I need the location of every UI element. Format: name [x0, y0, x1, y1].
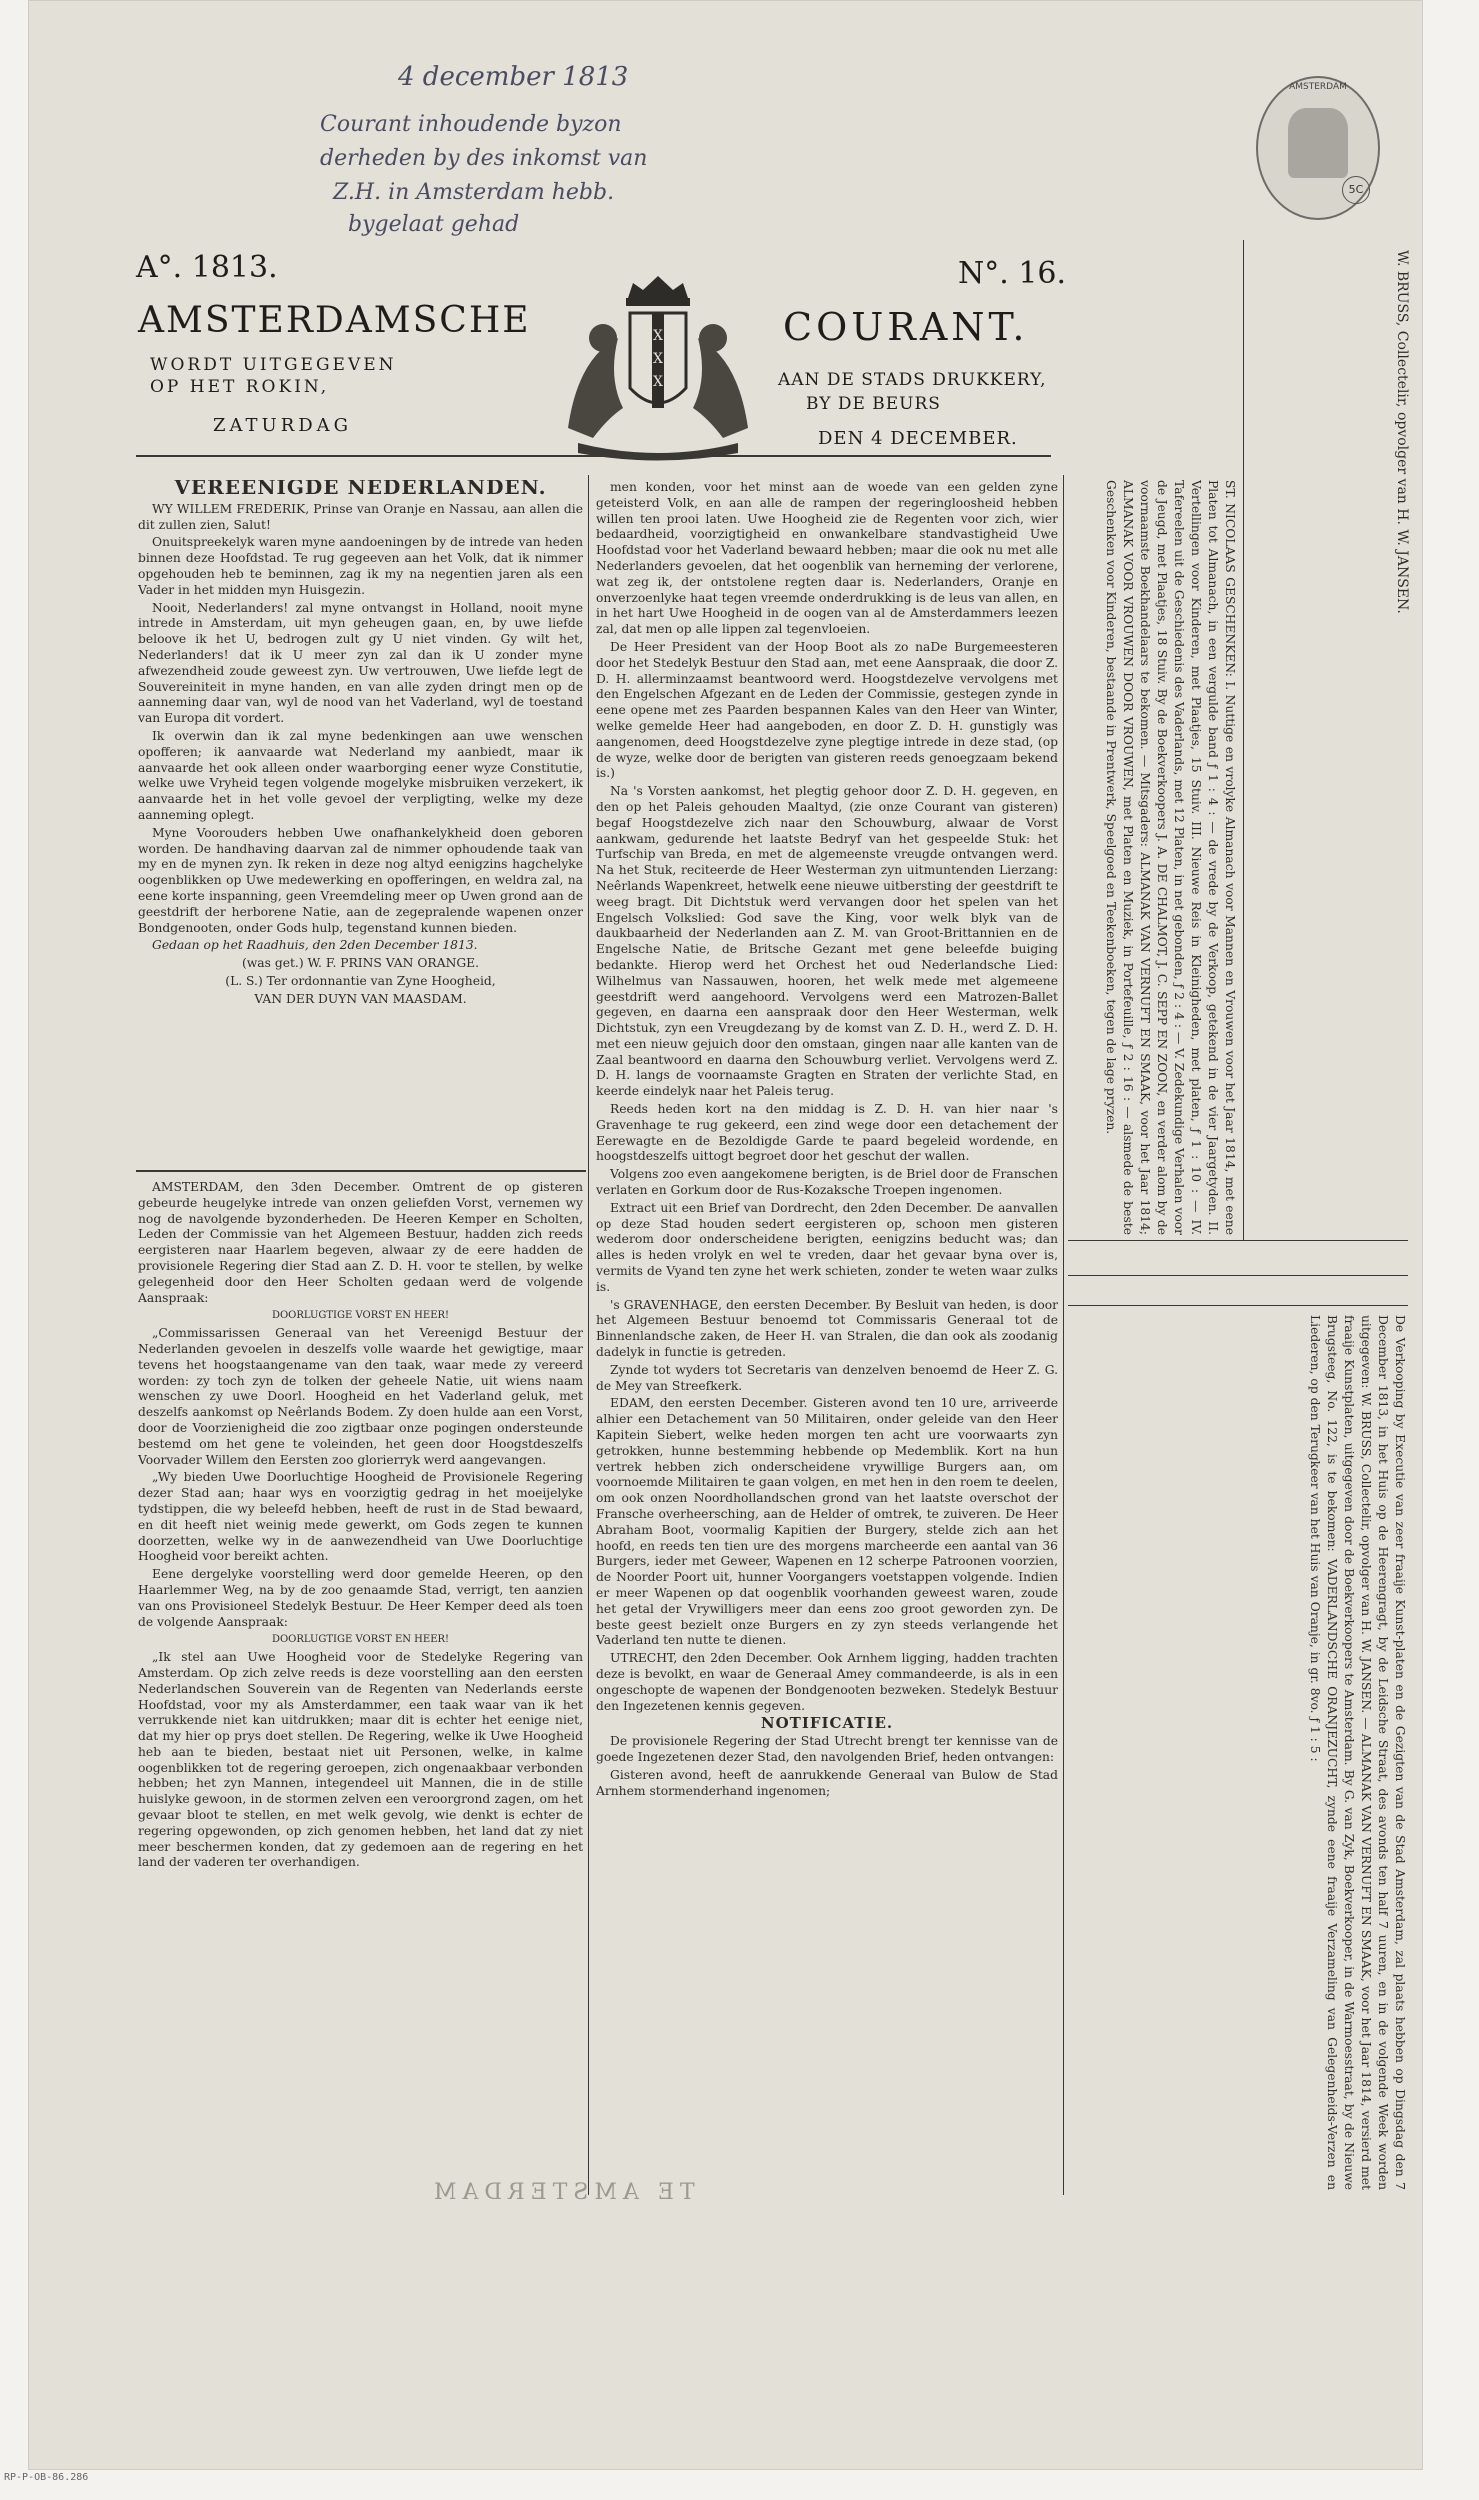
news-paragraph: Extract uit een Brief van Dordrecht, den 2den December. De aanvallen op deze Stad houden sedert eergisteren op, schoon men gisteren wederom door onderscheidene berigten, eenigzins beducht was; dan alles is heden vrolyk en wel te vreden, daar het gevaar byna over is, vermits de Vyand ten zyne het werk schieten, zonder te weten waar zulks is. [596, 1200, 1058, 1294]
news-paragraph: De provisionele Regering der Stad Utrecht brengt ter kennisse van de goede Ingezetenen dezer Stad, den navolgenden Brief, heden ontvangen: [596, 1734, 1058, 1764]
newspaper-sheet [28, 0, 1423, 2470]
news-paragraph: „Wy bieden Uwe Doorluchtige Hoogheid de Provisionele Regering dezer Stad aan; haar wys en voorzigtig gedrag in het moeijelyke tydstippen, die wy beleefd hebben, heeft de rust in de Stad bewaard, en dit heeft niet weinig mede gewerkt, om Gods zegen te kunnen doorzetten, welke wy in de aanwezendheid van Uwe Doorluchtige Hoogheid voor bereikt achten. [138, 1470, 583, 1564]
news-paragraph: „Ik stel aan Uwe Hoogheid voor de Stedelyke Regering van Amsterdam. Op zich zelve reeds is deze voorstelling aan den eersten Nederlandschen Souverein van de Regenten van Nederlands eerste Hoofdstad, voor my als Amsterdammer, een taak waar van ik het verrukkende niet kan uitdrukken; maar dit is echter het eenige niet, dat my hier op prys doet stellen. De Regering, welke ik Uwe Hoogheid heb aan te bieden, bestaat niet uit Personen, welke, in kalme oogenblikken tot de regering geroepen, zich ongenaakbaar verbonden hebben; het zyn Mannen, integendeel uit Mannen, die in de stille huislyke gewoon, in de stormen zelven een veroorgrond zagen, om het gevaar bloot te stellen, en met welk gevolg, wie denkt is echter de regering opgewonden, op zich genomen hebben, het land dat zy niet meer beschermen konden, dat zy gedemoen aan de regering en het land der vaderen ter overhandigen. [138, 1650, 583, 1870]
signed-line: (was get.) W. F. PRINS VAN ORANGE. [241, 956, 480, 971]
news-paragraph: Eene dergelyke voorstelling werd door gemelde Heeren, op den Haarlemmer Weg, na by de zoo genaamde Stad, verrigt, ten aanzien van ons Provisioneel Stedelyk Bestuur. De Heer Kemper deed als toen de volgende Aanspraak: [138, 1567, 583, 1629]
advertisement-text: ST. NICOLAAS GESCHENKEN: I. Nuttige en vrolyke Almanach voor Mannen en Vrouwen voor het Jaar 1814, met eene Platen tot Almanach, in een vergulde band ƒ 1 : 4 : — de vrede by de Verkoop, getekend in de vier Jaargetyden. II. Vertellingen voor Kinderen, met Plaatjes, 15 Stuiv. III. Nieuwe Reis in Kleinigheden, met platen, ƒ 1 : 10 : — IV. Tafereelen uit de Geschiedenis des Vaderlands, met 12 Platen, in net gebonden, ƒ 2 : 4 : — V. Zedekundige Verhalen voor de Jeugd, met Plaatjes, 18 Stuiv. By de Boekverkoopers J. A. DE CHALMOT, J. C. SEPP EN ZOON, en verder alom by de voornaamste Boekhandelaars te bekomen. — Mitsgaders: ALMANAK VAN VERNUFT EN SMAAK, voor het Jaar 1814; ALMANAK VOOR VROUWEN DOOR VROUWEN, met Platen en Muziek, in Portefeuille, ƒ 2 : 16 : — alsmede de beste Geschenken voor Kinderen, bestaande in Prentwerk, Speelgoed en Teekenboeken, tegen de lage pryzen. [1104, 480, 1237, 1235]
column-divider-1 [588, 475, 589, 2195]
proclamation-paragraph: Onuitspreekelyk waren myne aandoeningen by de intrede van heden binnen deze Hoofdstad. Te rug gegeeven aan het Volk, dat ik nimmer opgehouden heb te beminnen, zag ik my na negentien jaren als een Vader in het midden myn Huisgezin. [138, 535, 583, 597]
masthead-date: DEN 4 DECEMBER. [818, 428, 1018, 449]
section-rule-4 [1068, 1305, 1408, 1306]
handwritten-note-line-4: bygelaat gehad [348, 212, 520, 237]
column-2 [596, 480, 1058, 2192]
section-rule-3 [1068, 1275, 1408, 1276]
advertisement-text: De Verkooping by Executie van zeer fraaije Kunst-platen en de Gezigten van de Stad Amsterdam, zal plaats hebben op Dingsdag den 7 December 1813, in het Huis op de Heerengragt, by de Leidsche Straat, des avonds ten half 7 uuren, en in de volgende Week worden uitgegeven: W. BRUSS, Collectelir, opvolger van H. W. JANSEN. — ALMANAK VAN VERNUFT EN SMAAK, voor het Jaar 1814, versierd met fraaije Kunstplaten, uitgegeven door de Boekverkoopers te Amsterdam. By G. van Zyk, Boekverkooper, in de Warmoesstraat, by de Nieuwe Brugsteeg, No. 122, is te bekomen: VADERLANDSCHE ORANJEZUCHT, zynde eene fraaije Verzameling van Gelegenheids-Verzen en Liederen, op den Terugkeer van het Huis van Oranje, in gr. 8vo. ƒ 1 : 5 : [1308, 1315, 1407, 2190]
handwritten-date: 4 december 1813 [398, 62, 629, 92]
address-heading: DOORLUGTIGE VORST EN HEER! [271, 1634, 450, 1646]
column-1-top [138, 480, 583, 1168]
proclamation-paragraph: WY WILLEM FREDERIK, Prinse van Oranje en Nassau, aan allen die dit zullen zien, Salut! [138, 501, 583, 532]
order-line: (L. S.) Ter ordonnantie van Zyne Hoogheid, [225, 973, 496, 988]
seal-value: 5C [1342, 176, 1370, 204]
advertisement-column-lower [1073, 1315, 1408, 2190]
proclamation-paragraph: Myne Voorouders hebben Uwe onafhankelykheid doen geboren worden. De handhaving daarvan zal de nimmer ophoudende taak van my en de mynen zyn. Ik reken in deze nog altyd eenigzins hagchelyke oogenblikken op Uwe medewerking en opofferingen, en weldra zal, na eene korte inspanning, geen Vreemdeling meer op Uwen grond aan de geestdrift der herborene Natie, aan de zegepralende wapenen onzer Bondgenooten, onder Gods hulp, tegenstand kunnen bieden. [138, 825, 583, 935]
notice-heading: NOTIFICATIE. [760, 1714, 894, 1733]
column-1-bottom [138, 1180, 583, 2190]
printer-line-2: BY DE BEURS [806, 394, 941, 414]
advertisement-column-upper [1073, 480, 1238, 1235]
proclamation-paragraph: Ik overwin dan ik zal myne bedenkingen aan uwe wenschen opofferen; ik aanvaarde wat Nederland my aanbiedt, maar ik aanvaarde het ook alleen onder waarborging eener wyze Constitutie, welke uwe Vryheid tegen volgende mogelyke misbruiken verzekert, ik aanvaarde het in het volle gevoel der verpligting, welke my deze aanneming oplegt. [138, 728, 583, 822]
duty-seal [1256, 76, 1380, 220]
proclamation-paragraph: Nooit, Nederlanders! zal myne ontvangst in Holland, nooit myne intrede in Amsterdam, uit myn geheugen gaan, en, by uwe liefde beloove ik het U, bedrogen zult gy U niet vinden. Gy wilt het, Nederlanders! dat ik U meer zyn zal dan ik U zonder myne afwezendheid zoude geweest zyn. Uw vertrouwen, Uwe liefde legt de Souvereiniteit in myne handen, en van alle zyden dringt men op de aanneming daar van, wyl de nood van het Vaderland, wyl de toestand van Europa dit vordert. [138, 600, 583, 726]
news-paragraph: De Heer President van der Hoop Boot als zo naDe Burgemeesteren door het Stedelyk Bestuur den Stad aan, met eene Aanspraak, die door Z. D. H. allerminzaamst beantwoord werd. Hoogstdezelve vervolgens met den Engelschen Afgezant en de Leden der Commissie, gestegen zynde in eene opene met zes Paarden bespannen Kales van den Heer van Winter, welke gemelde Heer had aangeboden, en door Z. D. H. gunstigly was aangenomen, deed Hoogstdezelve zyne plegtige intrede in deze stad, (op de wyze, welke door de berigten van gisteren reeds genoegzaam bekend is.) [596, 639, 1058, 781]
bleed-through-imprint: TE AMSTERDAM [428, 2180, 695, 2205]
news-paragraph: UTRECHT, den 2den December. Ook Arnhem ligging, hadden trachten deze is bevolkt, en waar de Generaal Amey commandeerde, is als in een ongeschopte de wapenen der Bondgenooten bezweken. Stedelyk Bestuur den Ingezetenen kennis gegeven. [596, 1651, 1058, 1713]
seal-figure-icon [1288, 108, 1348, 178]
news-paragraph: „Commissarissen Generaal van het Vereenigd Bestuur der Nederlanden gevoelen in deszelfs volle waarde het gewigtige, maar tevens het hoogstaangename van den taak, waar mede zy vereerd worden: zy toch zyn de tolken der geheele Natie, uit wiens naam wenschen zy uwe Doorl. Hoogheid en het Vaderland geluk, met deszelfs aankomst op Neêrlands Bodem. Zy doen hulde aan een Vorst, door de Voorzienigheid die zoo zigtbaar onze pogingen ondersteunde bestemd om het gene te voleinden, het geen door Hoogstdeszelfs Voorvader Willem den Eersten zoo glorierryk werd aangevangen. [138, 1326, 583, 1467]
advertisement-column-signature [1250, 250, 1410, 1235]
svg-text:X: X [653, 374, 663, 390]
masthead-year: A°. 1813. [136, 250, 278, 285]
handwritten-note-line-3: Z.H. in Amsterdam hebb. [333, 180, 615, 205]
svg-text:X: X [653, 351, 663, 367]
coat-of-arms-icon [548, 268, 768, 468]
given-line: Gedaan op het Raadhuis, den 2den December 1813. [152, 938, 478, 953]
published-line-2: OP HET ROKIN, [150, 377, 330, 397]
news-paragraph: men konden, voor het minst aan de woede van een gelden zyne geteisterd Volk, en aan alle de rampen der regeringloosheid hebben willen ten prooi laten. Uwe Hoogheid zie de Regenten voor zich, wier bedaardheid, voorzigtigheid en onwankelbare standvastigheid Uwe Hoofdstad voor het Vaderland bewaard hebben; maar die ook nu met alle Nederlanders gevoelen, dat het oogenblik van herneming der verlorene, wat zeg ik, der ontstolene regten daar is. Nederlanders, Oranje en onverzoenlyke haat tegen vreemde onderdrukking is de leus van allen, en in het hart Uwe Hoogheid in de oogen van al de Amsterdammers leezen zal, dat men op alle lippen zal tegenvloeien. [596, 480, 1058, 637]
handwritten-note-line-1: Courant inhoudende byzon [320, 112, 622, 137]
news-paragraph: Gisteren avond, heeft de aanrukkende Generaal van Bulow de Stad Arnhem stormenderhand ingenomen; [596, 1767, 1058, 1798]
published-line-1: WORDT UITGEGEVEN [150, 355, 397, 375]
printer-line-1: AAN DE STADS DRUKKERY, [778, 370, 1047, 390]
archive-stamp: RP-P-OB-86.286 [4, 2472, 89, 2483]
section-heading: VEREENIGDE NEDERLANDEN. [174, 480, 547, 499]
news-paragraph: EDAM, den eersten December. Gisteren avond ten 10 ure, arriveerde alhier een Detachement van 50 Militairen, onder geleide van den Heer Kapitein Siebert, welke heden morgen ten acht ure voorwaarts zyn getrokken, hunne bestemming hebbende op Medemblik. Kort na hun vertrek hebben zich onderscheidene vrywillige Burgers aan, om voornoemde Militairen te gaan volgen, en met hen in den roem te deelen, om ook onzen Noordhollandschen grond van het laatste overschot der Fransche overheersching, aan de Helder of omtrek, te zuiveren. De Heer Abraham Boot, voormalig Kapitien der Burgery, stelde zich aan het hoofd, en reeds ten tien ure des morgens marcheerde een aantal van 36 Burgers, ieder met Geweer, Wapenen en 12 scherpe Patroonen voorzien, de Noorder Poort uit, hunner Voorgangers voetstappen volgende. Indien er meer Wapenen op dat oogenblik voorhanden geweest waren, zoude het getal der Vrywilligers meer dan eens zoo groot geworden zyn. De beste geest bezielt onze Burgers en zy zyn steeds verlangende het Vaderland ten nutte te dienen. [596, 1396, 1058, 1648]
advertisement-signature: W. BRUSS, Collectelir, opvolger van H. W. JANSEN. [1394, 250, 1410, 614]
news-paragraph: 's GRAVENHAGE, den eersten December. By Besluit van heden, is door het Algemeen Bestuur benoemd tot Commissaris Generaal tot de Binnenlandsche zaken, de Heer H. van Stralen, die dan ook als zoodanig dadelyk in functie is getreden. [596, 1297, 1058, 1360]
handwritten-note-line-2: derheden by des inkomst van [320, 146, 648, 171]
column-divider-2 [1063, 475, 1064, 2195]
masthead-number: N°. 16. [958, 256, 1067, 291]
section-rule-2 [1068, 1240, 1408, 1241]
section-rule-1 [136, 1170, 586, 1172]
news-paragraph: AMSTERDAM, den 3den December. Omtrent de op gisteren gebeurde heugelyke intrede van onzen geliefden Vorst, vernemen wy nog de navolgende byzonderheden. De Heeren Kemper en Scholten, Leden der Commissie van het Algemeen Bestuur, hadden zich reeds eergisteren naar Haarlem begeven, alwaar zy de eere hadden de provisionele Regering dier Stad aan Z. D. H. voor te stellen, by welke gelegenheid door den Heer Scholten gedaan werd de volgende Aanspraak: [138, 1180, 583, 1305]
masthead-title-right: COURANT. [783, 305, 1029, 349]
news-paragraph: Reeds heden kort na den middag is Z. D. H. van hier naar 's Gravenhage te rug gekeerd, een zind wege door een detachement der Eerewagte en de Bezoldigde Garde te paard begeleid wordende, en hoogstdeszelfs uittogt begroet door het geschut der wallen. [596, 1102, 1058, 1164]
news-paragraph: Zynde tot wyders tot Secretaris van denzelven benoemd de Heer Z. G. de Mey van Streefkerk. [596, 1362, 1058, 1393]
secretary-line: VAN DER DUYN VAN MAASDAM. [254, 991, 467, 1006]
news-paragraph: Volgens zoo even aangekomene berigten, is de Briel door de Franschen verlaten en Gorkum door de Rus-Kozaksche Troepen ingenomen. [596, 1167, 1058, 1198]
news-paragraph: Na 's Vorsten aankomst, het plegtig gehoor door Z. D. H. gegeven, en den op het Paleis gehouden Maaltyd, (zie onze Courant van gisteren) begaf Hoogstdezelve zich naar den Schouwburg, alwaar de Vorst aankwam, gedurende het laatste Bedryf van het gespeelde Stuk: het Turfschip van Breda, en met de algemeenste vreugde ontvangen werd. Na het Stuk, reciteerde de Heer Westerman zyn uitmuntenden Lierzang: Neêrlands Wapenkreet, hetwelk eene nieuwe uitbersting der geestdrift te weeg bragt. Dit Dichtstuk werd vervangen door het spelen van het Engelsch Volkslied: God save the King, voor welk blyk van de daukbaarheid der Nederlanden aan Z. M. van Groot-Brittannien en de Engelsche Natie, de Britsche Gezant met gene beleefde buiging bedankte. Hierop werd het Orchest het oud Nederlandsche Lied: Wilhelmus van Nassauwen, hooren, het welk mede met algemeene geestdrift werd aangehoord. Vervolgens werd een Matrozen-Ballet gegeven, en daarna een aanspraak door den Heer Westerman, welk Dichtstuk, zyn een Vreugdezang by de komst van Z. D. H., werd Z. D. H. met een nieuw gejuich door den omstaan, gingen naar alle kanten van de Zaal beantwoord en daarna den Schouwburg verliet. Vervolgens werd Z. D. H. langs de voornaamste Gragten en Straten der verlichte Stad, en keerde eindelyk naar het Paleis terug. [596, 784, 1058, 1099]
vertical-ad-divider [1243, 240, 1244, 1240]
address-heading: DOORLUGTIGE VORST EN HEER! [271, 1310, 450, 1322]
seal-text: AMSTERDAM [1289, 82, 1347, 92]
svg-text:X: X [653, 328, 663, 344]
masthead-day: ZATURDAG [213, 415, 353, 436]
masthead-rule [136, 455, 1051, 457]
masthead-title-left: AMSTERDAMSCHE [138, 300, 531, 341]
